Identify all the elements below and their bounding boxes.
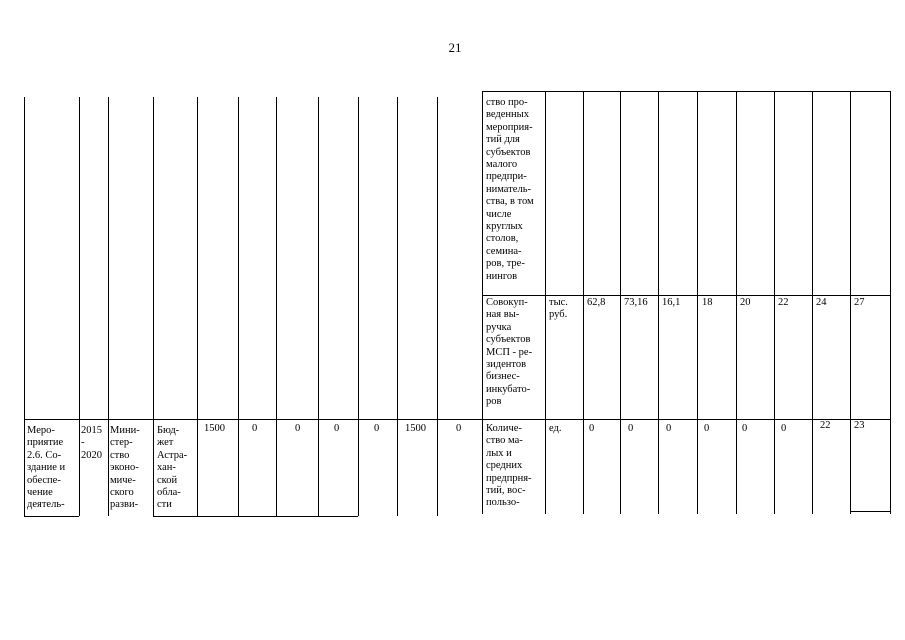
indicator-2-text: Совокуп- ная вы- ручка субъектов МСП - ре- зидентов бизнес- инкубато- ров <box>486 297 533 408</box>
grid-line-vertical <box>197 97 198 516</box>
grid-line-vertical <box>397 97 398 516</box>
indicator-2-value-6: 22 <box>778 297 789 308</box>
activity-value-4: 0 <box>704 423 710 434</box>
indicator-2-value-3: 16,1 <box>662 297 681 308</box>
activity-period: 2015 - 2020 <box>81 425 102 461</box>
grid-line-vertical <box>774 91 775 514</box>
activity-name: Меро- приятие 2.6. Со- здание и обеспе- чение деятель- <box>27 425 66 511</box>
grid-line-vertical <box>850 91 851 514</box>
activity-executor: Мини- стер- ство эконо- миче- ского разви- <box>110 425 140 511</box>
funding-2017: 0 <box>334 423 340 434</box>
indicator-2-value-5: 20 <box>740 297 751 308</box>
indicator-2-value-4: 18 <box>702 297 713 308</box>
grid-line-vertical <box>736 91 737 514</box>
indicator-2-value-7: 24 <box>816 297 827 308</box>
activity-value-7: 22 <box>820 420 831 431</box>
grid-line-vertical <box>276 97 277 516</box>
activity-value-2: 0 <box>628 423 634 434</box>
grid-line-horizontal <box>482 91 891 92</box>
activity-indicator: Количе- ство ма- лых и средних предпрня- тий, вос- пользо- <box>486 423 532 509</box>
grid-line-horizontal <box>24 419 891 420</box>
grid-line-horizontal <box>24 516 79 517</box>
grid-line-vertical <box>358 97 359 516</box>
grid-line-vertical <box>437 97 438 516</box>
indicator-2-value-2: 73,16 <box>624 297 648 308</box>
grid-line-vertical <box>583 91 584 514</box>
indicator-2-value-8: 27 <box>854 297 865 308</box>
funding-2016: 0 <box>295 423 301 434</box>
grid-line-vertical <box>24 97 25 516</box>
grid-line-vertical <box>79 97 80 516</box>
funding-2015: 0 <box>252 423 258 434</box>
grid-line-vertical <box>658 91 659 514</box>
activity-source: Бюд- жет Астра- хан- ской обла- сти <box>157 425 188 511</box>
grid-line-vertical <box>238 97 239 516</box>
grid-line-vertical <box>812 91 813 514</box>
grid-line-vertical <box>620 91 621 514</box>
activity-value-5: 0 <box>742 423 748 434</box>
activity-value-3: 0 <box>666 423 672 434</box>
activity-unit: ед. <box>549 423 562 434</box>
grid-line-vertical <box>697 91 698 514</box>
grid-line-vertical <box>108 97 109 516</box>
grid-line-vertical <box>482 91 483 514</box>
indicator-2-value-1: 62,8 <box>587 297 606 308</box>
grid-line-vertical <box>318 97 319 516</box>
indicator-2-unit: тыс. руб. <box>549 297 568 321</box>
grid-line-vertical <box>153 97 154 516</box>
activity-value-8: 23 <box>854 420 865 431</box>
funding-2019: 1500 <box>405 423 426 434</box>
funding-2018: 0 <box>374 423 380 434</box>
grid-line-horizontal <box>482 295 891 296</box>
funding-2020: 0 <box>456 423 462 434</box>
activity-value-1: 0 <box>589 423 595 434</box>
page-number: 21 <box>448 40 462 55</box>
grid-line-horizontal <box>850 511 891 512</box>
grid-line-vertical <box>890 91 891 514</box>
indicator-1-text: ство про- веденных мероприя- тий для субъектов малого предпри- ниматель- ства, в том числе круглых столов, семина- ров, тре- нингов <box>486 97 534 282</box>
activity-value-6: 0 <box>781 423 787 434</box>
funding-total: 1500 <box>204 423 225 434</box>
grid-line-horizontal <box>153 516 358 517</box>
